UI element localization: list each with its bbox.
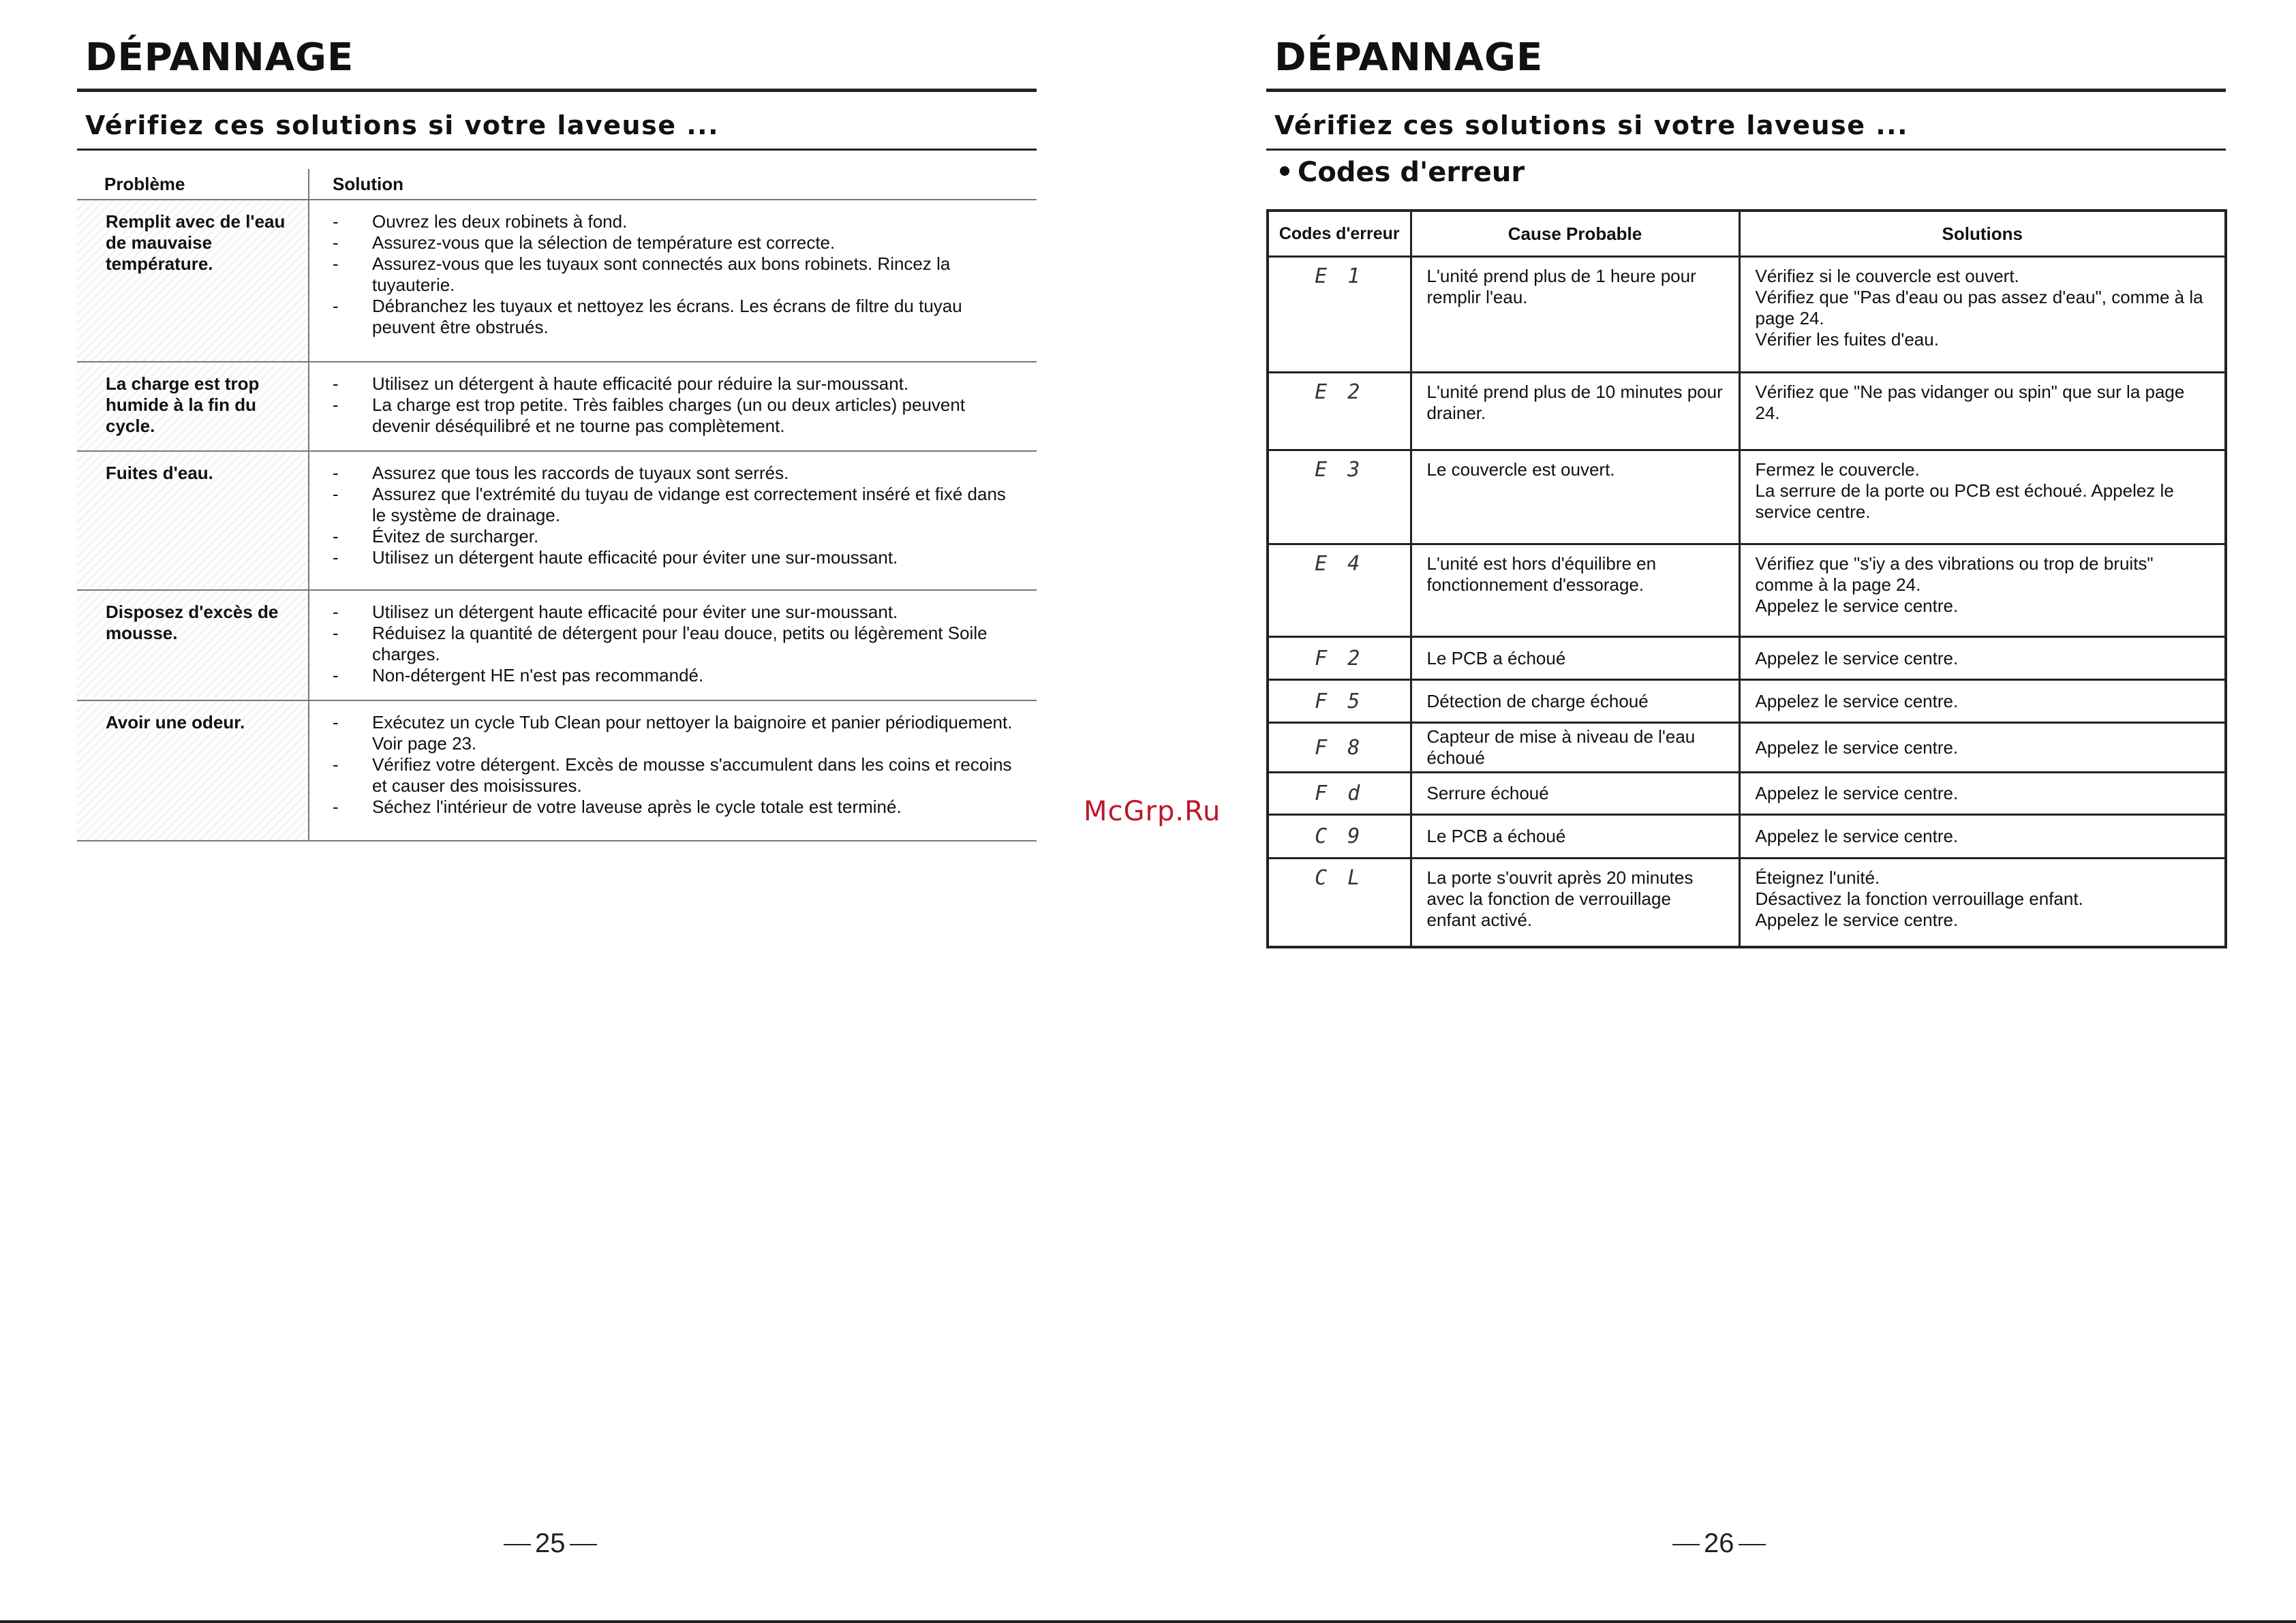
problem-header: Problème (77, 169, 309, 200)
solution-cell: Vérifiez que "s'iy a des vibrations ou trop de bruits" comme à la page 24. Appelez le service centre. (1739, 544, 2226, 637)
page-title: DÉPANNAGE (85, 35, 354, 80)
table-row (1268, 859, 2226, 947)
solution-cell: Appelez le service centre. (1739, 773, 2226, 815)
title-divider (77, 89, 1037, 92)
table-row (1268, 450, 2226, 544)
table-row (1268, 680, 2226, 723)
solution-cell (309, 200, 1037, 362)
error-codes-table (1266, 209, 2227, 948)
bullet-icon (1280, 166, 1289, 176)
subtitle-divider (77, 149, 1037, 151)
solution-item: - Assurez-vous que la sélection de température est correcte. (333, 232, 1016, 253)
solution-item: - Utilisez un détergent haute efficacité pour éviter une sur-moussant. (333, 602, 1016, 623)
page-title: DÉPANNAGE (1274, 35, 1544, 80)
solution-cell: Vérifiez que "Ne pas vidanger ou spin" que sur la page 24. (1739, 373, 2226, 450)
solution-item: - Utilisez un détergent haute efficacité pour éviter une sur-moussant. (333, 547, 1016, 568)
solution-cell: Fermez le couvercle. La serrure de la porte ou PCB est échoué. Appelez le service centre. (1739, 450, 2226, 544)
title-divider (1266, 89, 2226, 92)
table-row (77, 590, 1037, 700)
table-row (1268, 637, 2226, 680)
solution-item: - Débranchez les tuyaux et nettoyez les écrans. Les écrans de filtre du tuyau peuvent être obstrués. (333, 296, 1016, 338)
cause-cell: Le PCB a échoué (1411, 637, 1739, 680)
bottom-divider (0, 1620, 2296, 1623)
problem-cell: Disposez d'excès de mousse. (77, 590, 309, 700)
table-row (1268, 723, 2226, 773)
solution-cell: Appelez le service centre. (1739, 680, 2226, 723)
page-number: 25 (500, 1528, 601, 1559)
solution-cell (309, 700, 1037, 841)
troubleshooting-table (77, 169, 1037, 841)
subtitle-divider (1266, 149, 2226, 151)
table-row (77, 362, 1037, 451)
solution-item: - Assurez que l'extrémité du tuyau de vidange est correctement inséré et fixé dans le système de drainage. (333, 484, 1016, 526)
cause-cell: Le PCB a échoué (1411, 815, 1739, 859)
solution-cell: Appelez le service centre. (1739, 723, 2226, 773)
cause-cell: L'unité prend plus de 10 minutes pour drainer. (1411, 373, 1739, 450)
watermark-text: McGrp.Ru (1084, 796, 1221, 827)
solution-cell: Vérifiez si le couvercle est ouvert. Vérifiez que "Pas d'eau ou pas assez d'eau", comme à la page 24. Vérifier les fuites d'eau. (1739, 257, 2226, 373)
cause-header: Cause Probable (1411, 211, 1739, 257)
table-row (1268, 773, 2226, 815)
error-code: E 2 (1268, 373, 1411, 450)
solution-item: - Assurez que tous les raccords de tuyaux sont serrés. (333, 463, 1016, 484)
page-number: 26 (1668, 1528, 1770, 1559)
solution-cell: Appelez le service centre. (1739, 815, 2226, 859)
error-code: C L (1268, 859, 1411, 947)
section-subtitle: Vérifiez ces solutions si votre laveuse ... (85, 110, 720, 140)
cause-cell: Le couvercle est ouvert. (1411, 450, 1739, 544)
solution-item: - Réduisez la quantité de détergent pour l'eau douce, petits ou légèrement Soile charges. (333, 623, 1016, 665)
problem-cell: Avoir une odeur. (77, 700, 309, 841)
cause-cell: Capteur de mise à niveau de l'eau échoué (1411, 723, 1739, 773)
solution-item: - Évitez de surcharger. (333, 526, 1016, 547)
error-code: F 8 (1268, 723, 1411, 773)
error-code: F 2 (1268, 637, 1411, 680)
problem-cell: La charge est trop humide à la fin du cycle. (77, 362, 309, 451)
table-row (1268, 815, 2226, 859)
problem-cell: Fuites d'eau. (77, 451, 309, 590)
solution-cell: Éteignez l'unité. Désactivez la fonction verrouillage enfant. Appelez le service centre. (1739, 859, 2226, 947)
solution-item: - Utilisez un détergent à haute efficacité pour réduire la sur-moussant. (333, 373, 1016, 395)
table-row (1268, 257, 2226, 373)
error-code: F d (1268, 773, 1411, 815)
solution-cell (309, 362, 1037, 451)
error-code: C 9 (1268, 815, 1411, 859)
solution-cell (309, 451, 1037, 590)
table-row (1268, 544, 2226, 637)
error-code: E 3 (1268, 450, 1411, 544)
error-code: F 5 (1268, 680, 1411, 723)
solution-cell (309, 590, 1037, 700)
table-row (1268, 373, 2226, 450)
solution-item: - Exécutez un cycle Tub Clean pour nettoyer la baignoire et panier périodiquement. Voir page 23. (333, 712, 1016, 754)
error-code: E 1 (1268, 257, 1411, 373)
error-code: E 4 (1268, 544, 1411, 637)
section-subtitle: Vérifiez ces solutions si votre laveuse ... (1274, 110, 1909, 140)
error-codes-heading: Codes d'erreur (1276, 157, 1525, 188)
table-row (77, 200, 1037, 362)
code-header: Codes d'erreur (1268, 211, 1411, 257)
cause-cell: Serrure échoué (1411, 773, 1739, 815)
problem-cell: Remplit avec de l'eau de mauvaise température. (77, 200, 309, 362)
cause-cell: La porte s'ouvrit après 20 minutes avec la fonction de verrouillage enfant activé. (1411, 859, 1739, 947)
solution-item: - Séchez l'intérieur de votre laveuse après le cycle totale est terminé. (333, 797, 1016, 818)
solution-item: - Vérifiez votre détergent. Excès de mousse s'accumulent dans les coins et recoins et causer des moisissures. (333, 754, 1016, 797)
solution-item: - Non-détergent HE n'est pas recommandé. (333, 665, 1016, 686)
solution-item: - Assurez-vous que les tuyaux sont connectés aux bons robinets. Rincez la tuyauterie. (333, 253, 1016, 296)
cause-cell: L'unité est hors d'équilibre en fonctionnement d'essorage. (1411, 544, 1739, 637)
solution-cell: Appelez le service centre. (1739, 637, 2226, 680)
table-row (77, 700, 1037, 841)
cause-cell: L'unité prend plus de 1 heure pour remplir l'eau. (1411, 257, 1739, 373)
cause-cell: Détection de charge échoué (1411, 680, 1739, 723)
solution-item: - Ouvrez les deux robinets à fond. (333, 211, 1016, 232)
table-row (77, 451, 1037, 590)
solution-item: - La charge est trop petite. Très faibles charges (un ou deux articles) peuvent devenir déséquilibré et ne tourne pas complètement. (333, 395, 1016, 437)
solutions-header: Solutions (1739, 211, 2226, 257)
solution-header: Solution (309, 169, 1037, 200)
